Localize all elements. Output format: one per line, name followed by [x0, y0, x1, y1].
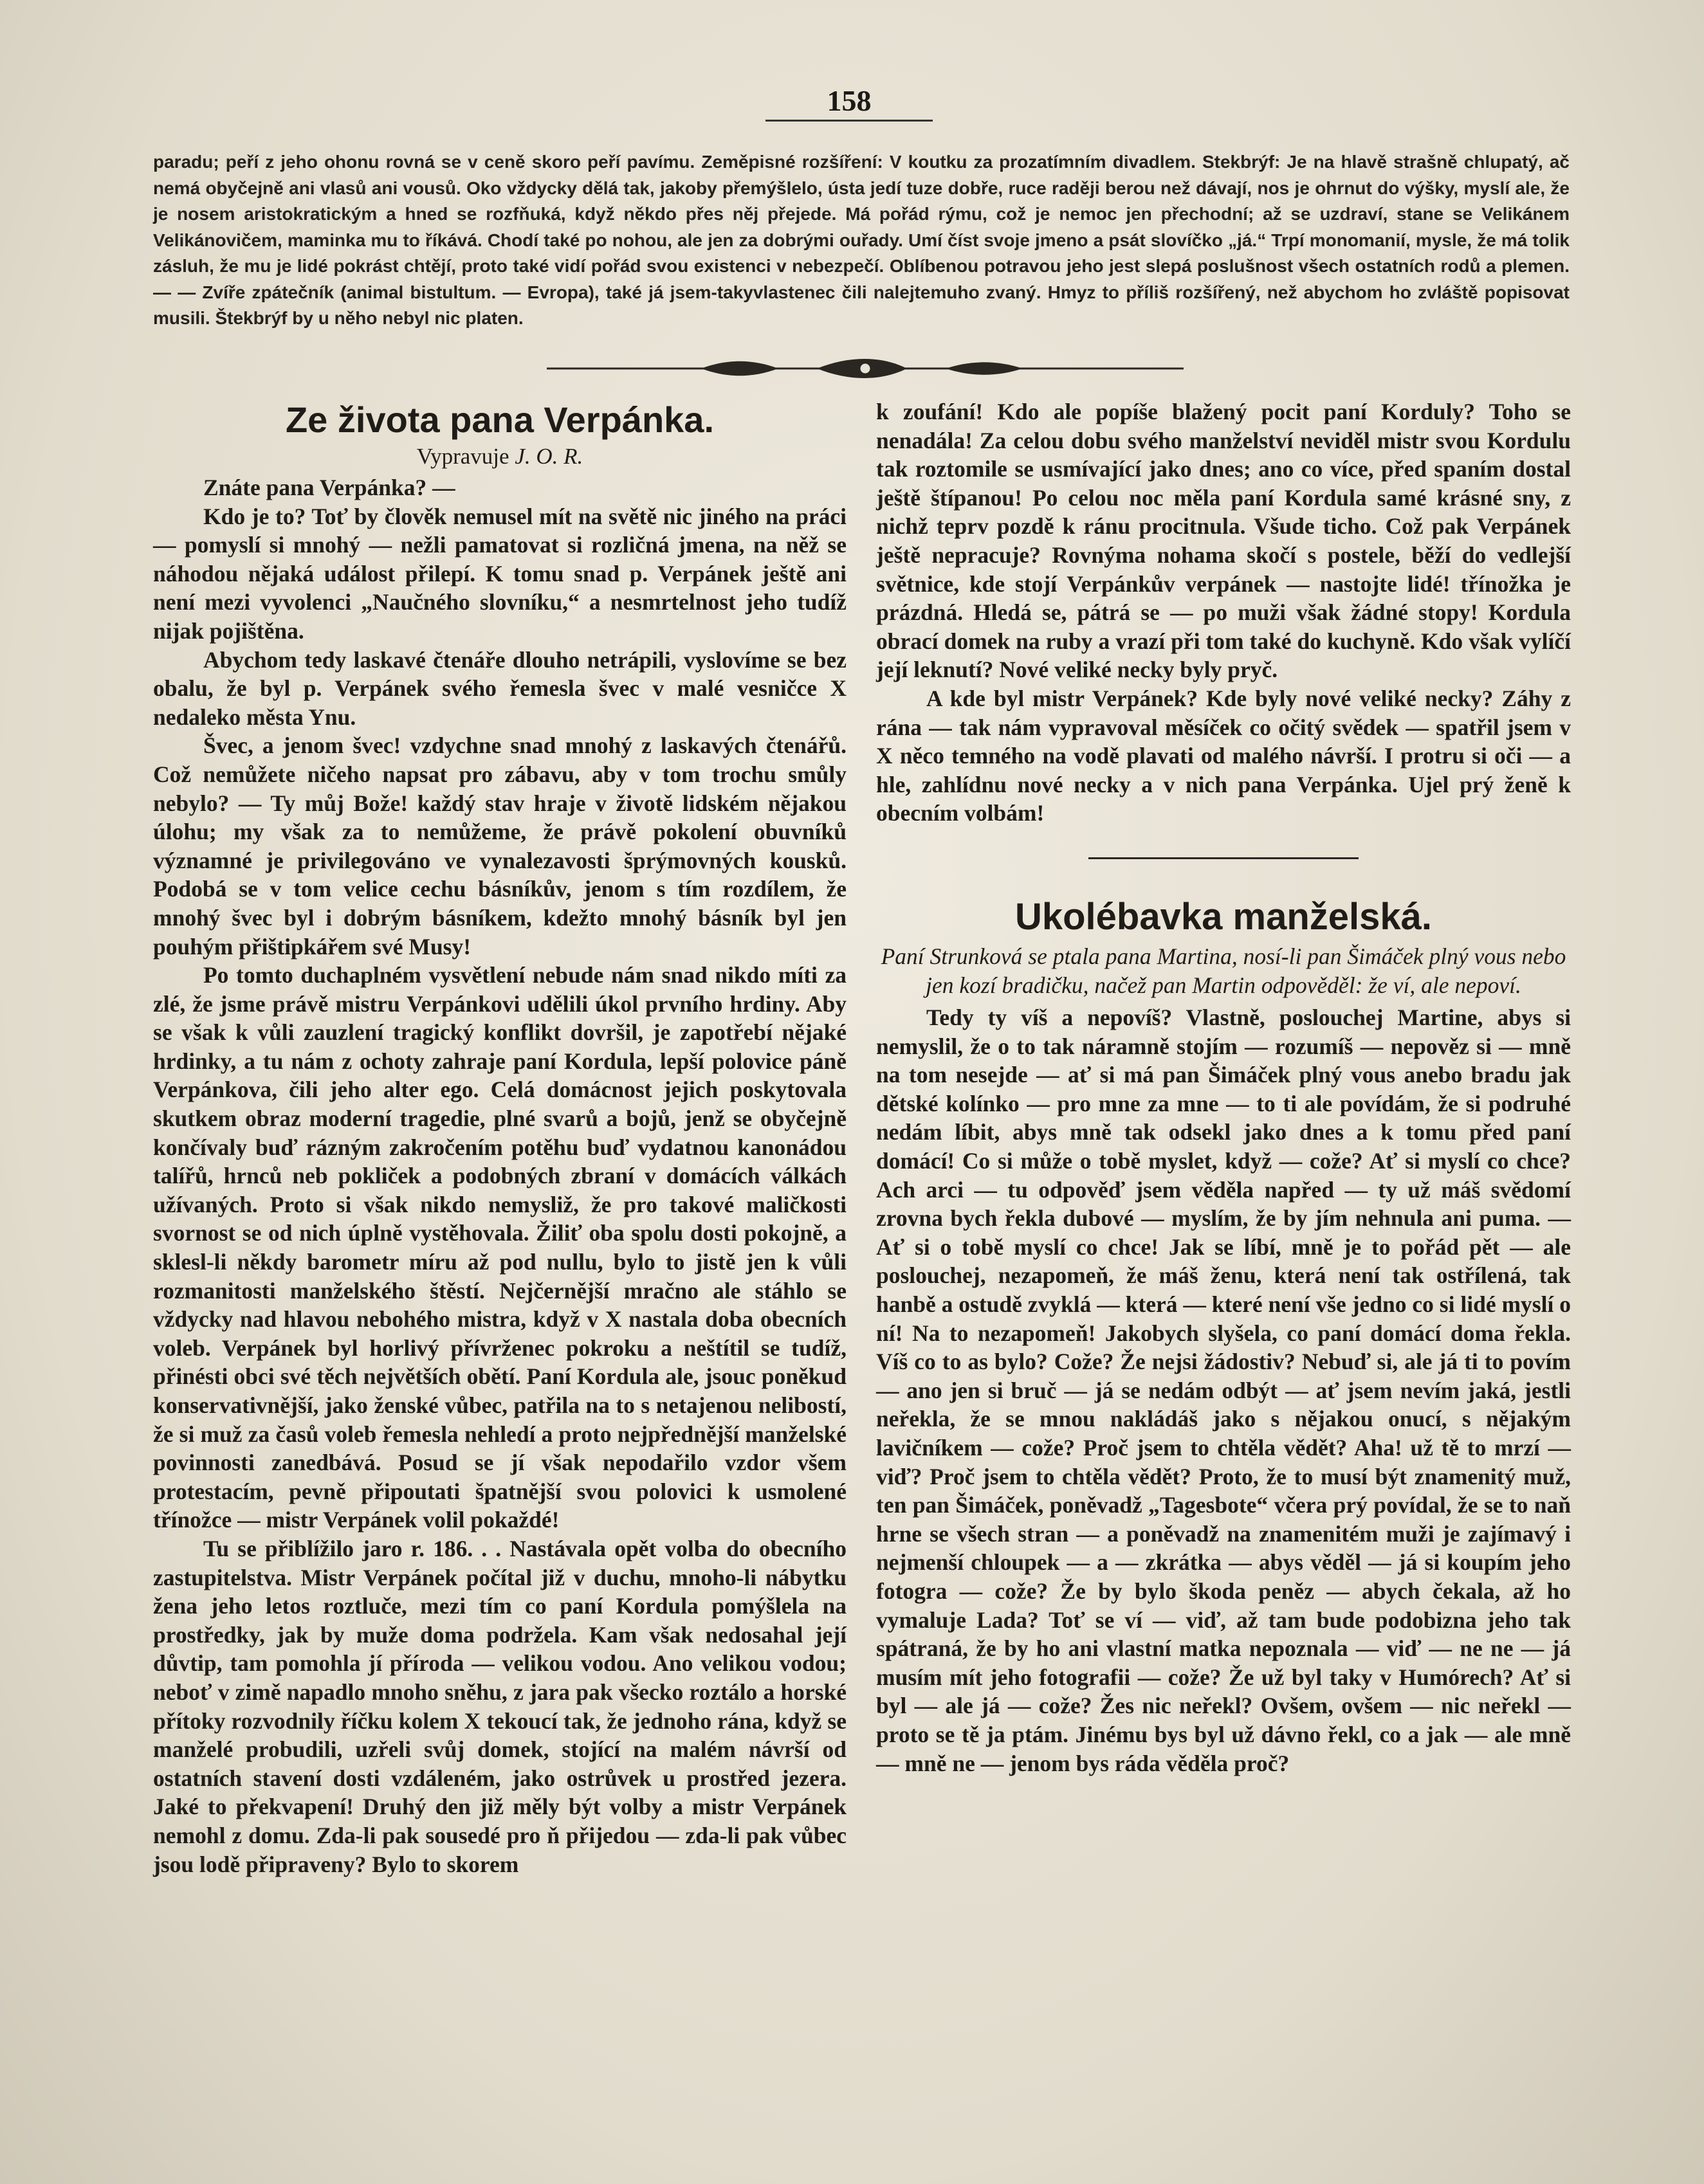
- left-paragraph-4: Švec, a jenom švec! vzdychne snad mnohý z laskavých čtenářů. Což nemůžete ničeho napsat pro zábavu, aby v tom trochu smůly nebylo? — Ty můj Bože! každý stav hraje v životě lidském nějakou úlohu; my však za to nemůžeme, že právě pokolení obuvníků významné je privilegováno ve vynalezavosti šprýmovných kousků. Podobá se v tom velice cechu básníkův, jenom s tím rozdílem, že mnohý švec byl i dobrým básníkem, kdežto mnohý básník byl jen pouhým přištipkářem své Musy!: [153, 733, 847, 960]
- left-paragraph-6: Tu se přiblížilo jaro r. 186. . . Nastávala opět volba do obecního zastupitelstva. Mistr Verpánek počítal již v duchu, mnoho-li nábytku žena jeho letos roztluče, mezi tím co paní Kordula pomýšlela na prostředky, jak by muže doma podržela. Kam však nedosahal její důvtip, tam pomohla jí příroda — velikou vodou. Ano velikou vodou; neboť v zimě napadlo mnoho sněhu, z jara pak všecko roztálo a horské přítoky rozvodnily říčku kolem X tekoucí tak, že jednoho rána, když se manželé probudili, uzřeli svůj domek, stojící na malém návrší od ostatních stavení dosti vzdáleném, jako ostrůvek u prostřed jezera. Jaké to překvapení! Druhý den již měly být volby a mistr Verpánek nemohl z domu. Zda-li pak sousedé pro ň přijedou — zda-li pak vůbec jsou lodě připraveny? Bylo to skorem: [153, 1535, 847, 1877]
- story-title: Ze života pana Verpánka.: [285, 399, 715, 440]
- right-paragraph-3: Tedy ty víš a nepovíš? Vlastně, poslouchej Martine, abys si nemyslil, že o to tak náramně stojím — rozumíš — nepověz si — mně na tom nesejde — ať si má pan Šimáček plný vous anebo bradu jak dětské kolínko — pro mne za mne — to ti ale povídám, že si podruhé nedám líbit, abys mně tak odsekl jako dnes a k tomu před paní domácí! Co si může o tobě myslet, když — cože? Ať si myslí co chce? Ach arci — tu odpověď jsem věděla napřed — ty už máš svědomí zrovna bych řekla dubové — myslím, že by jím nehnula ani puma. — Ať si o tobě myslí co chce! Jak se líbí, mně je to pořád pět — ale poslouchej, nezapomeň, že máš ženu, která není tak ostřílená, tak hanbě a ostudě zvyklá — která — které není vše jedno co si lidé myslí o ní! Na to nezapomeň! Jakobych slyšela, co paní domácí doma řekla. Víš co to as bylo? Cože? Že nejsi žádostiv? Nebuď si, ale já ti to povím — ano jen si bruč — já se nedám odbýt — ať jsem nevím jaká, jestli neřekla, že se mnou nakládáš jako s nějakou onucí, s nějakým lavičníkem — cože? Proč jsem to chtěla vědět? Aha! už tě to mrzí — viď? Proč jsem to chtěla vědět? Proto, že to musí být znamenitý muž, ten pan Šimáček, poněvadž „Tagesbote“ včera prý povídal, že se to naň hrne se všech stran — a poněvadž na znamenitém muži je zajímavý i nejmenší chloupek — a — zkrátka — abys věděl — já si koupím jeho fotogra — cože? Že by bylo škoda peněz — abych čekala, až ho vymaluje Lada? Toť se ví — viď, až tam bude podobizna jeho tak spátraná, že by ho ani vlastní matka nepoznala — viď — ne ne — já musím mít jeho fotografii — cože? Že už byl taky v Humórech? Ať si byl — ale já — cože? Žes nic neřekl? Ovšem, ovšem — nic neřekl — proto se tě ja ptám. Jinému bys byl už dávno řekl, co a jak — ale mně — mně ne — jenom bys ráda věděla proč?: [876, 1005, 1571, 1776]
- divider-line: [1088, 857, 1359, 859]
- right-paragraph-1: k zoufání! Kdo ale popíše blažený pocit paní Korduly? Toho se nenadála! Za celou dobu svého manželství neviděl mistr svou Kordulu tak roztomile se usmívající jako dnes; ano co více, před spaním dostal ještě štípanou! Po celou noc měla paní Kordula samé krásné sny, z nichž teprv pozdě k ránu procitnula. Všude ticho. Což pak Verpánek ještě nepracuje? Rovnýma nohama skočí s postele, běží do vedlejší světnice, kde stojí Verpánkův verpánek — nastojte lidé! třínožka je prázdná. Hledá se, pátrá se — po muži však žádné stopy! Kordula obrací domek na ruby a vrazí při tom také do kuchyně. Kdo však vylíčí její leknutí? Nové veliké necky byly pryč.: [876, 399, 1571, 683]
- byline-prefix: Vypravuje: [416, 444, 509, 469]
- left-column: [153, 397, 847, 1879]
- section-intro: Paní Strunková se ptala pana Martina, nosí-li pan Šimáček plný vous nebo jen kozí bradičku, načež pan Martin odpověděl: že ví, ale nepoví.: [881, 943, 1566, 998]
- left-paragraph-5: Po tomto duchaplném vysvětlení nebude nám snad nikdo míti za zlé, že jsme právě mistru Verpánkovi udělili úkol prvního hrdiny. Aby se však k vůli zauzlení tragický konflikt dovršil, je zapotřebí nějaké hrdinky, a tu nám z ochoty zahraje paní Kordula, lepší polovice páně Verpánkova, čili jeho alter ego. Celá domácnost jejich poskytovala skutkem obraz moderní tragedie, plné svarů a bojů, jenž se obyčejně končívaly buď rázným zakročením potěhu buď vydatnou kanonádou talířů, hrnců neb pokliček a podobných zbraní v domácích válkách užívaných. Proto si však nikdo nemysliž, že pro takové maličkosti svornost se od nich úplně vystěhovala. Žiliť oba spolu dosti pokojně, a sklesl-li někdy barometr míru až pod nullu, bylo to jistě jen k vůli rozmanitosti manželského štěstí. Nejčernější mračno ale stáhlo se vždycky nad hlavou nebohého mistra, když v X nastala doba obecních voleb. Verpánek byl horlivý přívrženec pokroku a neštítil se tudíž, přinésti obci své těch největších obětí. Paní Kordula ale, jsouc poněkud konservativnější, jako ženské vůbec, patřila na to s netajenou nelibostí, že si muž za časů voleb řemesla nehledí a proto nejpřednější manželské povinnosti zanedbává. Posud se jí však nepodařilo vzdor všem protestacím, pevně připoutati špatnější svou polovici k usmolené třínožce — mistr Verpánek volil pokaždé!: [153, 962, 847, 1533]
- byline-author: J. O. R.: [515, 444, 583, 469]
- left-paragraph-2: Kdo je to? Toť by člověk nemusel mít na světě nic jiného na práci — pomyslí si mnohý — nežli pamatovat si rozličná jmena, na něž se náhodou nějaká událost přilepí. K tomu snad p. Verpánek ještě ani není mezi vyvolenci „Naučného slovníku,“ a nesmrtelnost jeho tudíž nijak pojištěna.: [153, 503, 847, 644]
- right-column: [876, 397, 1571, 1778]
- left-paragraph-1: Znáte pana Verpánka? —: [203, 475, 455, 500]
- top-continuation-text: paradu; peří z jeho ohonu rovná se v ceně skoro peří pavímu. Zeměpisné rozšíření: V koutku za prozatímním divadlem. Stekbrýf: Je na hlavě strašně chlupatý, ač nemá obyčejně ani vlasů ani vousů. Oko vždycky dělá tak, jakoby přemýšlelo, ústa jedí tuze dobře, ruce raději berou než dávají, nos je ohrnut do výšky, myslí ale, že je nosem aristokratickým a hned se rozfňuká, když někdo přes něj přejede. Má pořád rýmu, což je nemoc jen přechodní; až se uzdraví, stane se Velikánem Velikánovičem, maminka mu to říkává. Chodí také po nohou, ale jen za dobrými ouřady. Umí číst svoje jmeno a psát slovíčko „já.“ Trpí monomanií, mysle, že má tolik zásluh, že mu je lidé pokrást chtějí, proto také vidí pořád svou existenci v nebezpečí. Oblíbenou potravou jeho jest slepá poslušnost všech ostatních rodů a plemen. — — Zvíře zpátečník (animal bistultum. — Evropa), také já jsem-takyvlastenec čili nalejtemuho zvaný. Hmyz to příliš rozšířený, než abychom ho zvláště popisovat musili. Štekbrýf by u něho nebyl nic platen.: [153, 152, 1570, 328]
- story-byline: [153, 442, 847, 471]
- section-title: Ukolébavka manželská.: [1014, 895, 1433, 938]
- page-number-rule: [765, 120, 933, 122]
- section-divider: [876, 828, 1571, 892]
- right-paragraph-2: A kde byl mistr Verpánek? Kde byly nové veliké necky? Záhy z rána — tak nám vypravoval měsíček co očitý svědek — spatřil jsem v X něco temného na vodě plavati od malého návrší. I protru si oči — a hle, zahlídnu nové necky a v nich pana Verpánka. Ujel prý ženě k obecním volbám!: [876, 685, 1571, 826]
- page-number: 158: [827, 84, 872, 117]
- ornament-divider-icon: [547, 352, 1184, 385]
- left-paragraph-3: Abychom tedy laskavé čtenáře dlouho netrápili, vyslovíme se bez obalu, že byl p. Verpánek svého řemesla švec v malé vesničce X nedaleko města Ynu.: [153, 646, 847, 730]
- top-continuation-block: [153, 149, 1570, 332]
